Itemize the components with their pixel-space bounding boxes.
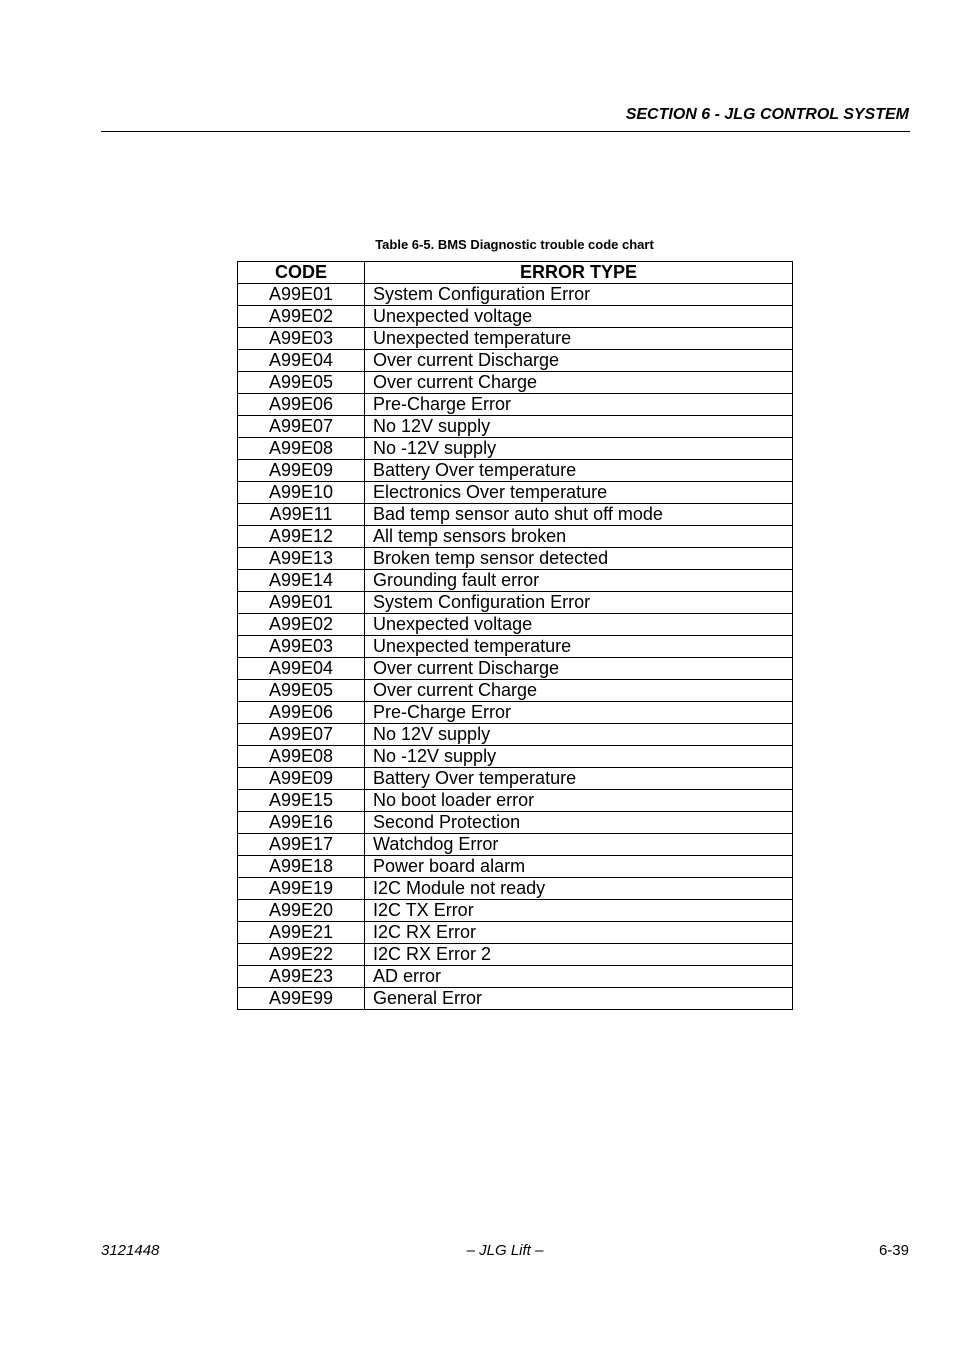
table-row	[238, 658, 793, 680]
code-cell: A99E02	[238, 614, 365, 636]
error-type-cell: Over current Discharge	[365, 350, 793, 372]
error-type-cell: System Configuration Error	[365, 284, 793, 306]
table-row	[238, 812, 793, 834]
column-header-code: CODE	[238, 262, 365, 284]
error-type-cell: Pre-Charge Error	[365, 702, 793, 724]
table-row	[238, 416, 793, 438]
table-row	[238, 592, 793, 614]
table-row	[238, 834, 793, 856]
code-cell: A99E01	[238, 592, 365, 614]
error-type-cell: No -12V supply	[365, 746, 793, 768]
error-type-cell: Over current Charge	[365, 372, 793, 394]
table-row	[238, 702, 793, 724]
error-type-cell: Watchdog Error	[365, 834, 793, 856]
table-row	[238, 636, 793, 658]
table-row	[238, 372, 793, 394]
column-header-error-type: ERROR TYPE	[365, 262, 793, 284]
error-type-cell: I2C TX Error	[365, 900, 793, 922]
error-type-cell: Unexpected voltage	[365, 614, 793, 636]
code-cell: A99E19	[238, 878, 365, 900]
error-type-cell: Bad temp sensor auto shut off mode	[365, 504, 793, 526]
code-cell: A99E18	[238, 856, 365, 878]
code-cell: A99E13	[238, 548, 365, 570]
table-caption: Table 6-5. BMS Diagnostic trouble code chart	[375, 237, 654, 252]
error-type-cell: I2C RX Error 2	[365, 944, 793, 966]
table-row	[238, 680, 793, 702]
code-cell: A99E03	[238, 636, 365, 658]
error-type-cell: System Configuration Error	[365, 592, 793, 614]
trouble-code-table	[237, 261, 793, 1010]
table-row	[238, 394, 793, 416]
error-type-cell: No 12V supply	[365, 416, 793, 438]
table-row	[238, 966, 793, 988]
error-type-cell: I2C Module not ready	[365, 878, 793, 900]
error-type-cell: All temp sensors broken	[365, 526, 793, 548]
footer-center-text: – JLG Lift –	[466, 1242, 544, 1259]
error-type-cell: Grounding fault error	[365, 570, 793, 592]
error-type-cell: I2C RX Error	[365, 922, 793, 944]
code-cell: A99E22	[238, 944, 365, 966]
table-row	[238, 856, 793, 878]
page-number: 6-39	[878, 1242, 909, 1259]
code-cell: A99E09	[238, 460, 365, 482]
error-type-cell: No -12V supply	[365, 438, 793, 460]
error-type-cell: Unexpected voltage	[365, 306, 793, 328]
code-cell: A99E11	[238, 504, 365, 526]
table-row	[238, 922, 793, 944]
table-row	[238, 768, 793, 790]
table-row	[238, 284, 793, 306]
table-row	[238, 306, 793, 328]
code-cell: A99E15	[238, 790, 365, 812]
code-cell: A99E03	[238, 328, 365, 350]
table-row	[238, 944, 793, 966]
error-type-cell: Pre-Charge Error	[365, 394, 793, 416]
error-type-cell: Broken temp sensor detected	[365, 548, 793, 570]
table-row	[238, 988, 793, 1010]
code-cell: A99E08	[238, 746, 365, 768]
error-type-cell: Over current Discharge	[365, 658, 793, 680]
table-row	[238, 746, 793, 768]
code-cell: A99E08	[238, 438, 365, 460]
error-type-cell: Over current Charge	[365, 680, 793, 702]
header-rule	[101, 131, 910, 132]
error-type-cell: Battery Over temperature	[365, 460, 793, 482]
code-cell: A99E09	[238, 768, 365, 790]
error-type-cell: Unexpected temperature	[365, 328, 793, 350]
error-type-cell: Second Protection	[365, 812, 793, 834]
table-row	[238, 790, 793, 812]
code-cell: A99E10	[238, 482, 365, 504]
table-row	[238, 878, 793, 900]
code-cell: A99E04	[238, 350, 365, 372]
table-body	[238, 284, 793, 1010]
code-cell: A99E05	[238, 680, 365, 702]
code-cell: A99E01	[238, 284, 365, 306]
doc-number: 3121448	[101, 1242, 160, 1259]
code-cell: A99E07	[238, 416, 365, 438]
code-cell: A99E16	[238, 812, 365, 834]
code-cell: A99E12	[238, 526, 365, 548]
table-row	[238, 350, 793, 372]
code-cell: A99E05	[238, 372, 365, 394]
table-row	[238, 460, 793, 482]
table-row	[238, 482, 793, 504]
code-cell: A99E99	[238, 988, 365, 1010]
code-cell: A99E23	[238, 966, 365, 988]
error-type-cell: Electronics Over temperature	[365, 482, 793, 504]
code-cell: A99E07	[238, 724, 365, 746]
table-row	[238, 900, 793, 922]
code-cell: A99E02	[238, 306, 365, 328]
code-cell: A99E14	[238, 570, 365, 592]
code-cell: A99E06	[238, 702, 365, 724]
table-row	[238, 526, 793, 548]
code-cell: A99E21	[238, 922, 365, 944]
code-cell: A99E04	[238, 658, 365, 680]
table-row	[238, 504, 793, 526]
error-type-cell: AD error	[365, 966, 793, 988]
code-cell: A99E20	[238, 900, 365, 922]
code-cell: A99E06	[238, 394, 365, 416]
table-row	[238, 570, 793, 592]
table-row	[238, 548, 793, 570]
error-type-cell: General Error	[365, 988, 793, 1010]
section-title: SECTION 6 - JLG CONTROL SYSTEM	[625, 106, 909, 123]
table-row	[238, 614, 793, 636]
code-cell: A99E17	[238, 834, 365, 856]
table-header-row	[238, 262, 793, 284]
error-type-cell: No boot loader error	[365, 790, 793, 812]
table-row	[238, 724, 793, 746]
error-type-cell: No 12V supply	[365, 724, 793, 746]
table-row	[238, 328, 793, 350]
error-type-cell: Power board alarm	[365, 856, 793, 878]
table-row	[238, 438, 793, 460]
error-type-cell: Battery Over temperature	[365, 768, 793, 790]
error-type-cell: Unexpected temperature	[365, 636, 793, 658]
